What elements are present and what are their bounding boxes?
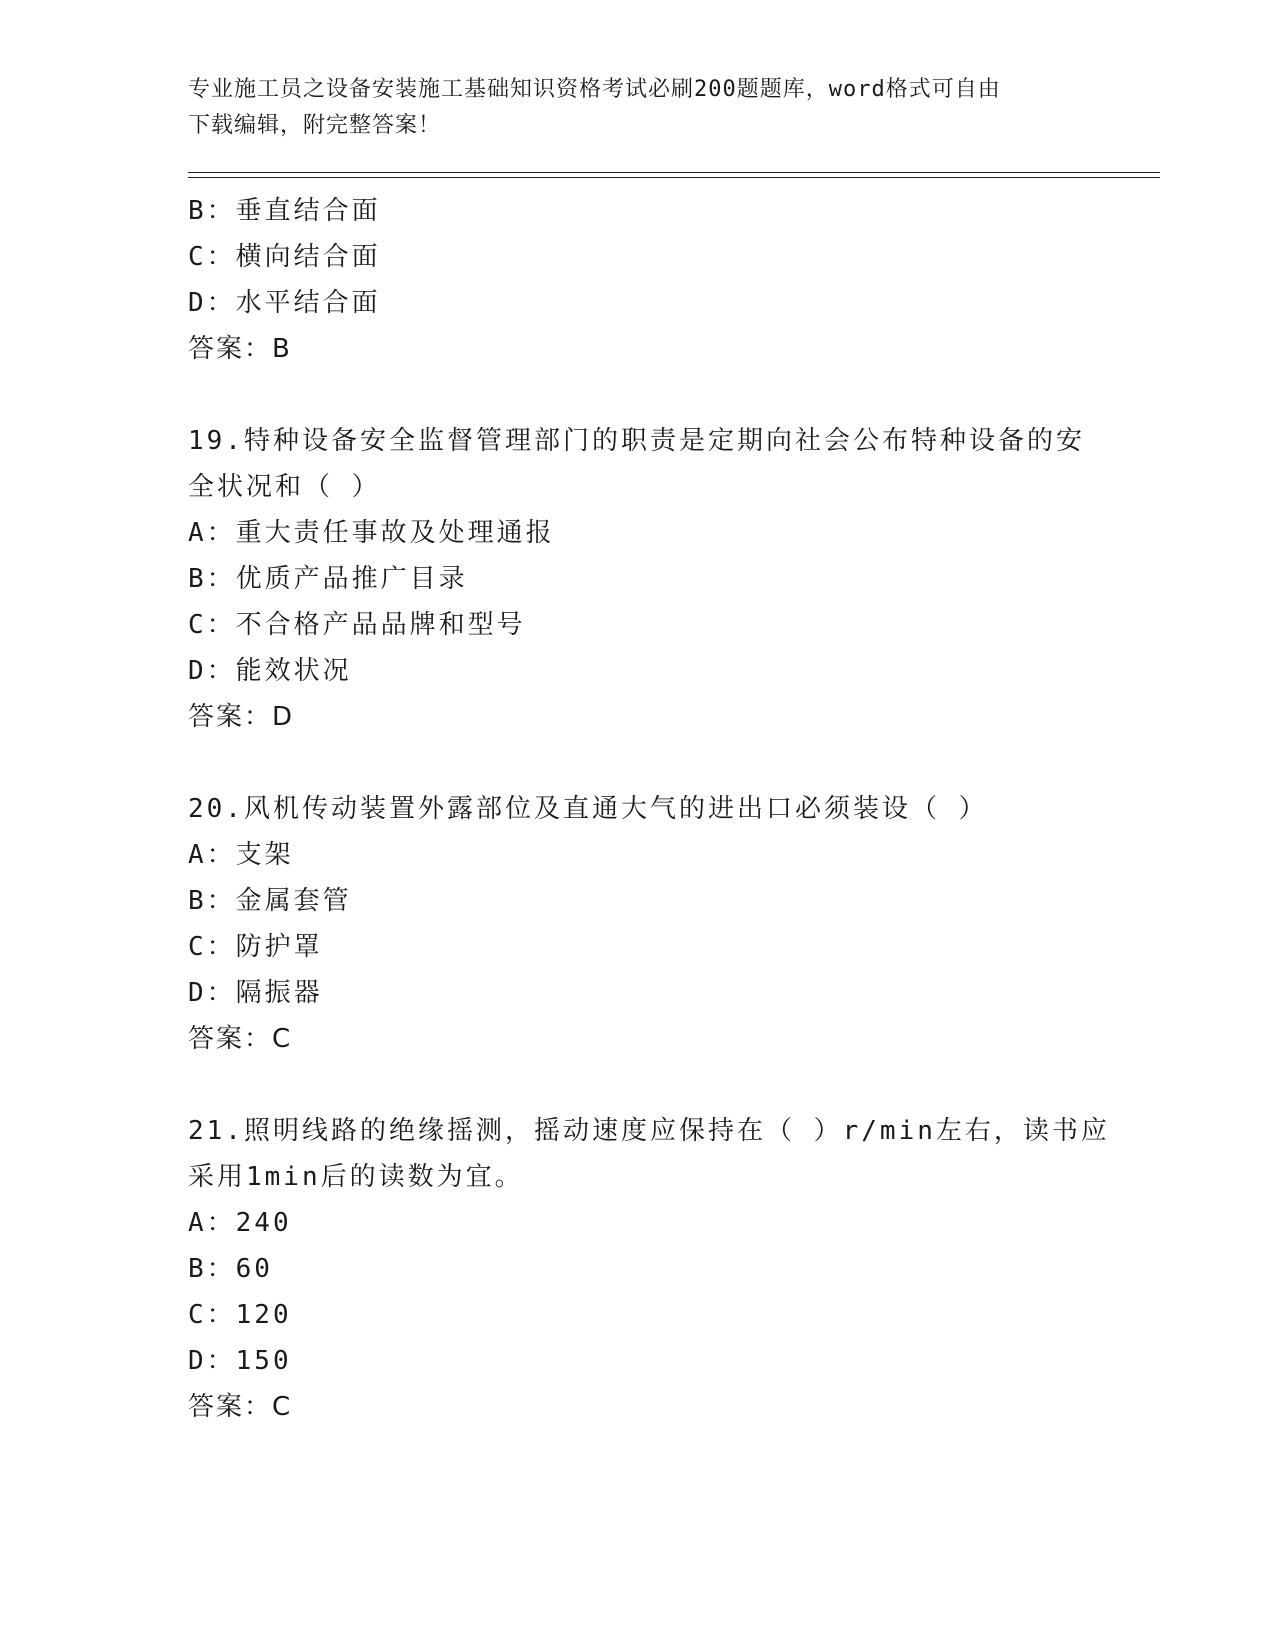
option-c: C：横向结合面 bbox=[188, 242, 381, 272]
question-21-text-cont: 采用1min后的读数为宜。 bbox=[188, 1162, 524, 1192]
question-19-option-c: C：不合格产品品牌和型号 bbox=[188, 610, 526, 640]
header-rule-top bbox=[188, 172, 1160, 173]
header-line-2: 下载编辑，附完整答案！ bbox=[188, 113, 442, 138]
question-20-option-c: C：防护罩 bbox=[188, 932, 323, 962]
question-20-text: 20.风机传动装置外露部位及直通大气的进出口必须装设（ ） bbox=[188, 794, 988, 824]
question-19-option-b: B：优质产品推广目录 bbox=[188, 564, 468, 594]
question-content bbox=[188, 188, 1128, 1430]
question-19-text-cont: 全状况和（ ） bbox=[188, 472, 381, 502]
question-19-text: 19.特种设备安全监督管理部门的职责是定期向社会公布特种设备的安 bbox=[188, 426, 1085, 456]
question-19-option-a: A：重大责任事故及处理通报 bbox=[188, 518, 555, 548]
question-20-option-d: D：隔振器 bbox=[188, 978, 323, 1008]
answer: 答案：B bbox=[188, 334, 292, 364]
question-21-option-a: A：240 bbox=[188, 1208, 292, 1238]
question-21-text: 21.照明线路的绝缘摇测，摇动速度应保持在（ ）r/min左右，读书应 bbox=[188, 1116, 1110, 1146]
question-21-option-c: C：120 bbox=[188, 1300, 292, 1330]
question-20-option-b: B：金属套管 bbox=[188, 886, 352, 916]
document-header bbox=[188, 72, 1088, 144]
question-20-option-a: A：支架 bbox=[188, 840, 294, 870]
question-19-option-d: D：能效状况 bbox=[188, 656, 352, 686]
question-21-option-d: D：150 bbox=[188, 1346, 292, 1376]
question-19-answer: 答案：D bbox=[188, 702, 295, 732]
option-b: B：垂直结合面 bbox=[188, 196, 381, 226]
header-rule-bottom bbox=[188, 177, 1160, 178]
option-d: D：水平结合面 bbox=[188, 288, 381, 318]
question-21-option-b: B：60 bbox=[188, 1254, 273, 1284]
question-20-answer: 答案：C bbox=[188, 1024, 293, 1054]
header-line-1: 专业施工员之设备安装施工基础知识资格考试必刷200题题库，word格式可自由 bbox=[188, 77, 1001, 102]
question-21-answer: 答案：C bbox=[188, 1392, 293, 1422]
